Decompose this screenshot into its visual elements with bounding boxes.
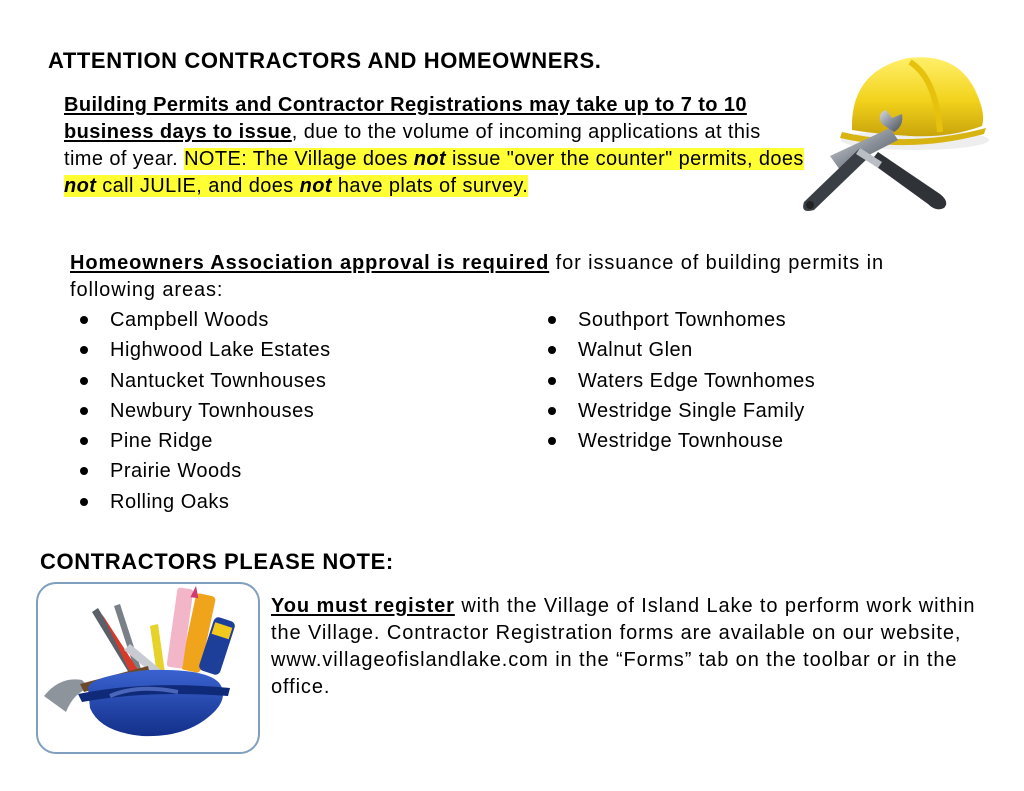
note-text-1: NOTE: The Village does (184, 148, 414, 170)
list-item (540, 428, 815, 458)
list-item (72, 337, 331, 367)
bullet-icon (80, 316, 88, 324)
attention-heading: ATTENTION CONTRACTORS AND HOMEOWNERS. (48, 48, 602, 73)
list-item (540, 398, 815, 428)
list-item (72, 307, 331, 337)
bullet-icon (80, 498, 88, 506)
area-name: Prairie Woods (110, 460, 242, 483)
note-text-3: call JULIE, and does (96, 175, 300, 197)
note-not-1: not (413, 148, 447, 170)
area-name: Highwood Lake Estates (110, 339, 331, 362)
hoa-rest: for issuance of building permits in following areas: (70, 252, 884, 301)
area-name: Walnut Glen (578, 339, 693, 362)
register-paragraph (271, 593, 991, 701)
note-not-2: not (64, 175, 97, 197)
list-item (540, 307, 815, 337)
register-underlined: You must register (271, 595, 455, 617)
hard-hat-and-wrench-icon (790, 52, 990, 217)
hoa-paragraph (70, 250, 950, 304)
list-item (540, 337, 815, 367)
area-name: Southport Townhomes (578, 309, 787, 331)
areas-list-right (540, 307, 815, 458)
area-name: Nantucket Townhouses (110, 369, 327, 392)
bullet-icon (548, 377, 556, 385)
bullet-icon (80, 437, 88, 445)
area-name: Westridge Townhouse (578, 430, 784, 453)
hoa-underlined: Homeowners Association approval is required (70, 252, 550, 274)
bullet-icon (548, 316, 556, 324)
list-item (72, 458, 331, 488)
note-text-4: have plats of survey. (331, 175, 529, 197)
toolbox-helmet-icon (36, 582, 260, 754)
area-name: Newbury Townhouses (110, 399, 315, 422)
bullet-icon (548, 407, 556, 415)
list-item (72, 368, 331, 398)
permits-lead-underlined: Building Permits and Contractor Registrations may take up to 7 to 10 business days to issue (64, 94, 747, 143)
area-name: Rolling Oaks (110, 490, 230, 513)
list-item (540, 368, 815, 398)
area-name: Campbell Woods (110, 309, 269, 331)
list-item (72, 428, 331, 458)
note-text-2: issue "over the counter" permits, does (446, 148, 804, 170)
area-name: Waters Edge Townhomes (578, 369, 816, 392)
areas-list-left (72, 307, 331, 519)
bullet-icon (80, 346, 88, 354)
permits-lead-rest: , due to the volume of incoming applications at this time of year. (64, 121, 761, 170)
bullet-icon (80, 467, 88, 475)
bullet-icon (548, 346, 556, 354)
bullet-icon (80, 377, 88, 385)
contractors-heading: CONTRACTORS PLEASE NOTE: (40, 549, 394, 574)
permits-paragraph (64, 92, 804, 200)
list-item (72, 489, 331, 519)
area-name: Westridge Single Family (578, 399, 805, 422)
note-not-3: not (299, 175, 332, 197)
bullet-icon (548, 437, 556, 445)
bullet-icon (80, 407, 88, 415)
list-item (72, 398, 331, 428)
area-name: Pine Ridge (110, 430, 213, 453)
register-rest: with the Village of Island Lake to perform work within the Village. Contractor Registration forms are available on our website, www.villageofislandlake.com in the “Forms” tab on the toolbar or in the office. (271, 595, 976, 698)
